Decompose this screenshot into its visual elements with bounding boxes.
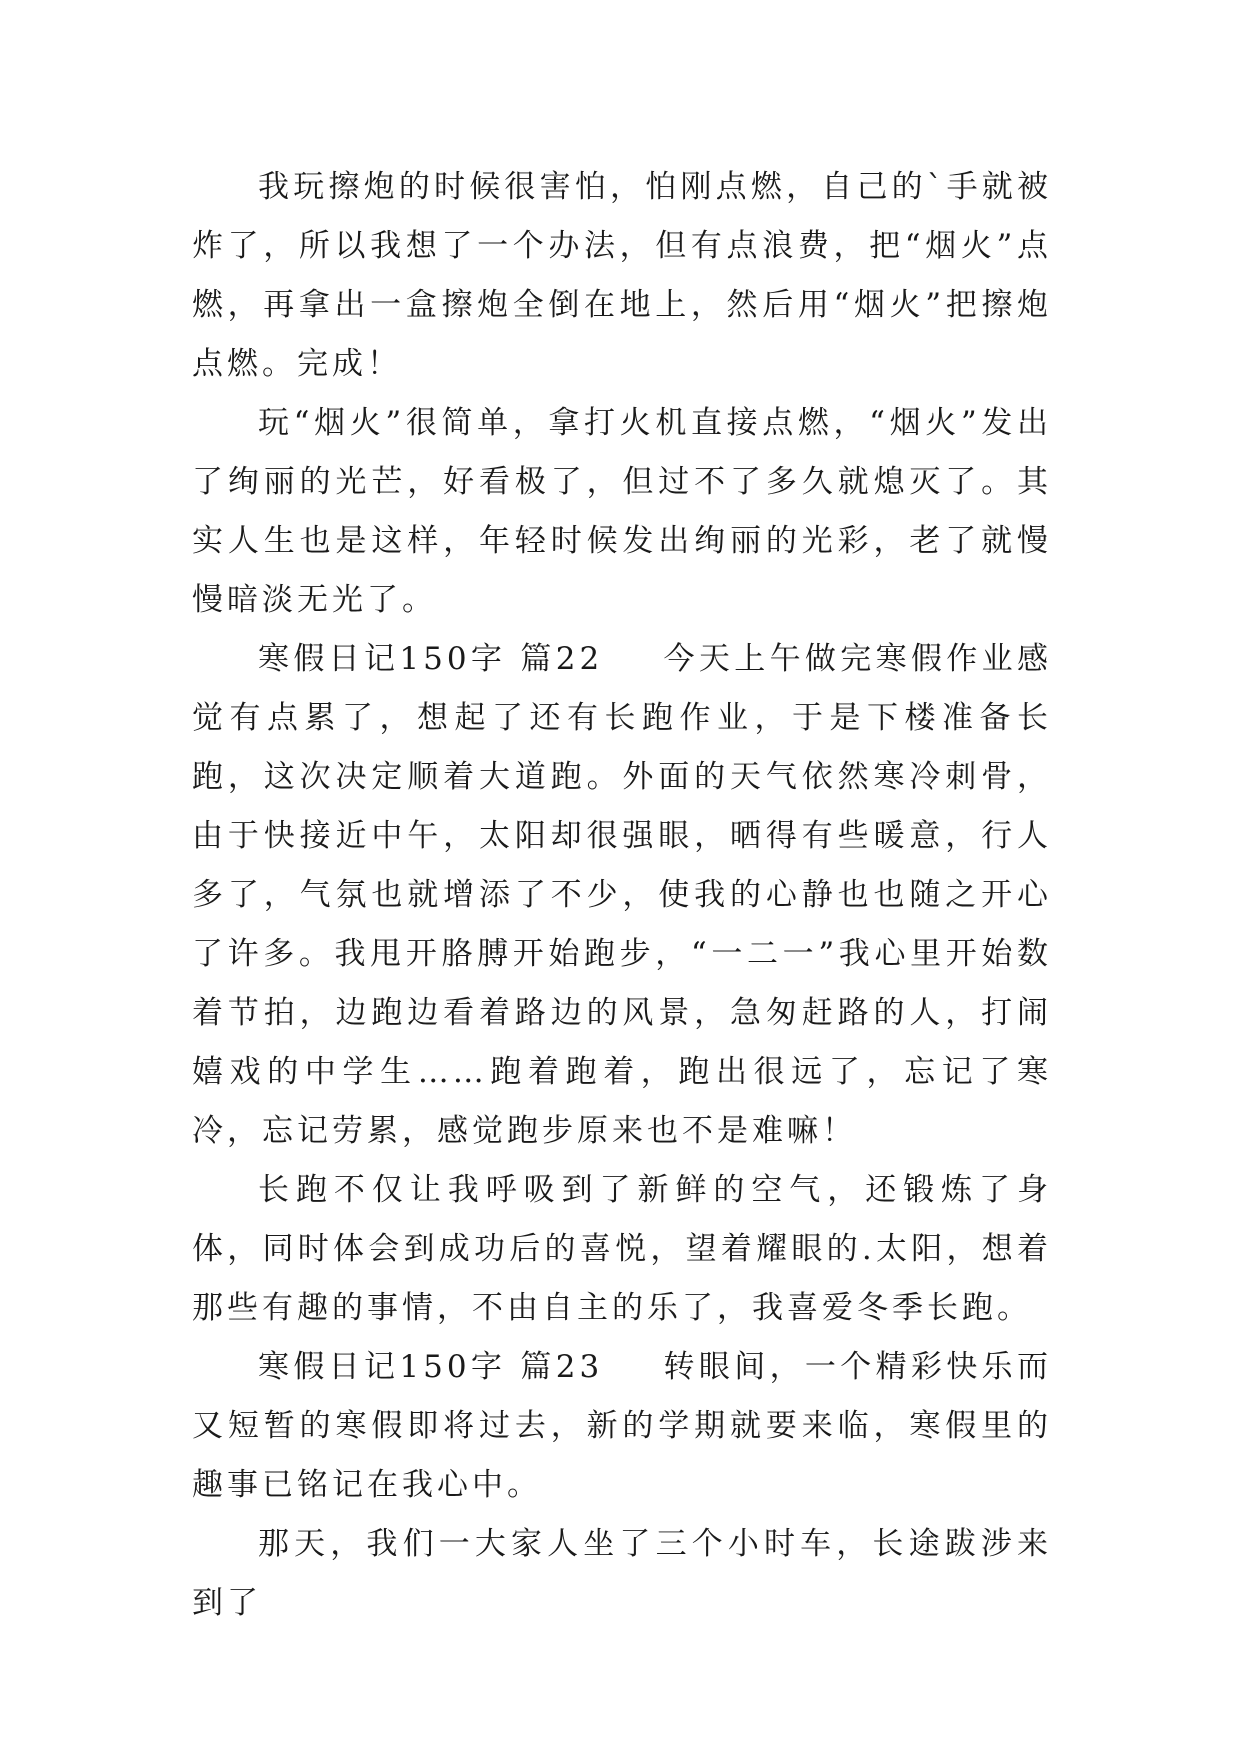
paragraph-text: 玩“烟火”很简单，拿打火机直接点燃，“烟火”发出了绚丽的光芒，好看极了，但过不了多久就熄灭了。其实人生也是这样，年轻时候发出绚丽的光彩，老了就慢慢暗淡无光了。 [192, 405, 1052, 618]
paragraph-6 [192, 1515, 1052, 1633]
paragraph-text: 我玩擦炮的时候很害怕，怕刚点燃，自己的`手就被炸了，所以我想了一个办法，但有点浪费，把“烟火”点燃，再拿出一盒擦炮全倒在地上，然后用“烟火”把擦炮点燃。完成！ [192, 169, 1052, 382]
paragraph-3 [192, 630, 1052, 1161]
entry-heading: 寒假日记150字 篇23 [258, 1349, 604, 1385]
paragraph-text: 那天，我们一大家人坐了三个小时车，长途跋涉来到了 [192, 1526, 1052, 1621]
paragraph-text: 长跑不仅让我呼吸到了新鲜的空气，还锻炼了身体，同时体会到成功后的喜悦，望着耀眼的.太阳，想着那些有趣的事情，不由自主的乐了，我喜爱冬季长跑。 [192, 1172, 1052, 1326]
document-body [192, 158, 1052, 1633]
entry-heading: 寒假日记150字 篇22 [258, 641, 604, 677]
paragraph-1 [192, 158, 1052, 394]
paragraph-text: 转眼间，一个精彩快乐而又短暂的寒假即将过去，新的学期就要来临，寒假里的趣事已铭记在我心中。 [192, 1349, 1052, 1503]
paragraph-text: 今天上午做完寒假作业感觉有点累了，想起了还有长跑作业，于是下楼准备长跑，这次决定顺着大道跑。外面的天气依然寒冷刺骨，由于快接近中午，太阳却很强眼，晒得有些暖意，行人多了，气氛也就增添了不少，使我的心静也也随之开心了许多。我甩开胳膊开始跑步，“一二一”我心里开始数着节拍，边跑边看着路边的风景，急匆赶路的人，打闹嬉戏的中学生……跑着跑着，跑出很远了，忘记了寒冷，忘记劳累，感觉跑步原来也不是难嘛！ [192, 641, 1052, 1149]
paragraph-2 [192, 394, 1052, 630]
paragraph-5 [192, 1338, 1052, 1515]
paragraph-4 [192, 1161, 1052, 1338]
